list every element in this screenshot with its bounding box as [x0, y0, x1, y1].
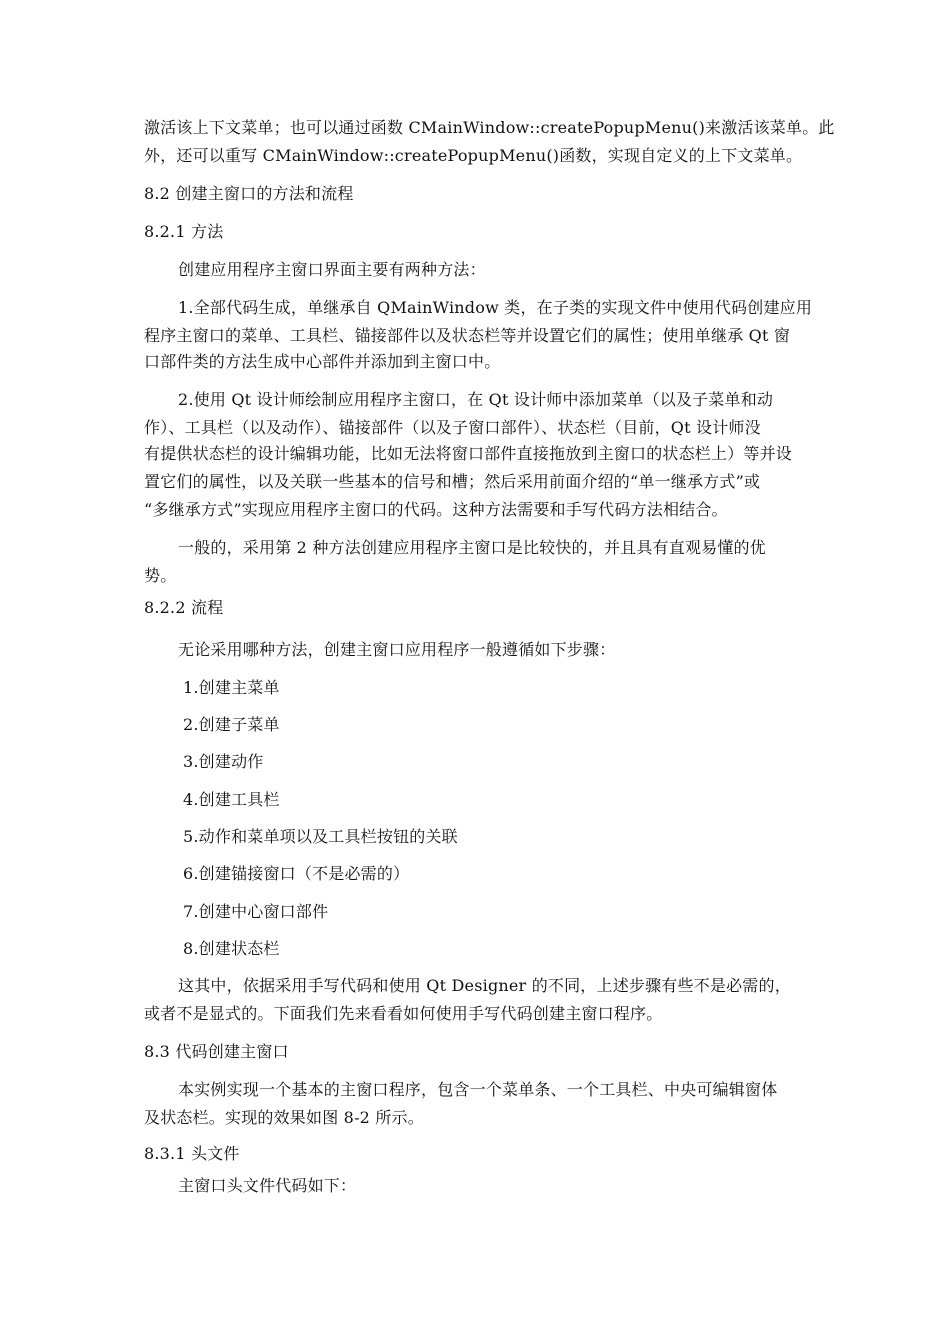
paragraph-line: 激活该上下文菜单；也可以通过函数 CMainWindow::createPopupMenu()来激活该菜单。此 — [144, 118, 835, 137]
list-item: 4.创建工具栏 — [183, 790, 280, 809]
paragraph-line: 势。 — [144, 566, 177, 585]
paragraph-line: 有提供状态栏的设计编辑功能，比如无法将窗口部件直接拖放到主窗口的状态栏上）等并设 — [144, 444, 793, 463]
paragraph-line: 这其中，依据采用手写代码和使用 Qt Designer 的不同，上述步骤有些不是必需的， — [178, 976, 791, 995]
subsection-heading: 8.2.1 方法 — [144, 222, 224, 241]
paragraph-line: 本实例实现一个基本的主窗口程序，包含一个菜单条、一个工具栏、中央可编辑窗体 — [178, 1080, 778, 1099]
paragraph-line: “多继承方式”实现应用程序主窗口的代码。这种方法需要和手写代码方法相结合。 — [144, 500, 728, 519]
paragraph-line: 主窗口头文件代码如下： — [178, 1176, 357, 1195]
list-item: 7.创建中心窗口部件 — [183, 902, 329, 921]
subsection-heading: 8.3.1 头文件 — [144, 1144, 240, 1163]
subsection-heading: 8.2.2 流程 — [144, 598, 224, 617]
paragraph-line: 作）、工具栏（以及动作）、锚接部件（以及子窗口部件）、状态栏（目前，Qt 设计师没 — [144, 418, 761, 437]
paragraph-line: 置它们的属性，以及关联一些基本的信号和槽；然后采用前面介绍的“单一继承方式”或 — [144, 472, 761, 491]
paragraph-line: 一般的，采用第 2 种方法创建应用程序主窗口是比较快的，并且具有直观易懂的优 — [178, 538, 766, 557]
paragraph-line: 2.使用 Qt 设计师绘制应用程序主窗口，在 Qt 设计师中添加菜单（以及子菜单和动 — [178, 390, 774, 409]
paragraph-line: 1.全部代码生成，单继承自 QMainWindow 类，在子类的实现文件中使用代码创建应用 — [178, 298, 813, 317]
section-heading: 8.2 创建主窗口的方法和流程 — [144, 184, 354, 203]
paragraph-line: 程序主窗口的菜单、工具栏、锚接部件以及状态栏等并设置它们的属性；使用单继承 Qt 窗 — [144, 326, 791, 345]
list-item: 8.创建状态栏 — [183, 939, 280, 958]
paragraph-line: 及状态栏。实现的效果如图 8-2 所示。 — [144, 1108, 424, 1127]
paragraph-line: 无论采用哪种方法，创建主窗口应用程序一般遵循如下步骤： — [178, 640, 616, 659]
paragraph-line: 口部件类的方法生成中心部件并添加到主窗口中。 — [144, 352, 501, 371]
section-heading: 8.3 代码创建主窗口 — [144, 1042, 289, 1061]
paragraph-line: 创建应用程序主窗口界面主要有两种方法： — [178, 260, 486, 279]
list-item: 1.创建主菜单 — [183, 678, 280, 697]
paragraph-line: 外，还可以重写 CMainWindow::createPopupMenu()函数，实现自定义的上下文菜单。 — [144, 146, 803, 165]
paragraph-line: 或者不是显式的。下面我们先来看看如何使用手写代码创建主窗口程序。 — [144, 1004, 663, 1023]
list-item: 5.动作和菜单项以及工具栏按钮的关联 — [183, 827, 458, 846]
list-item: 3.创建动作 — [183, 752, 264, 771]
list-item: 2.创建子菜单 — [183, 715, 280, 734]
list-item: 6.创建锚接窗口（不是必需的） — [183, 864, 410, 883]
